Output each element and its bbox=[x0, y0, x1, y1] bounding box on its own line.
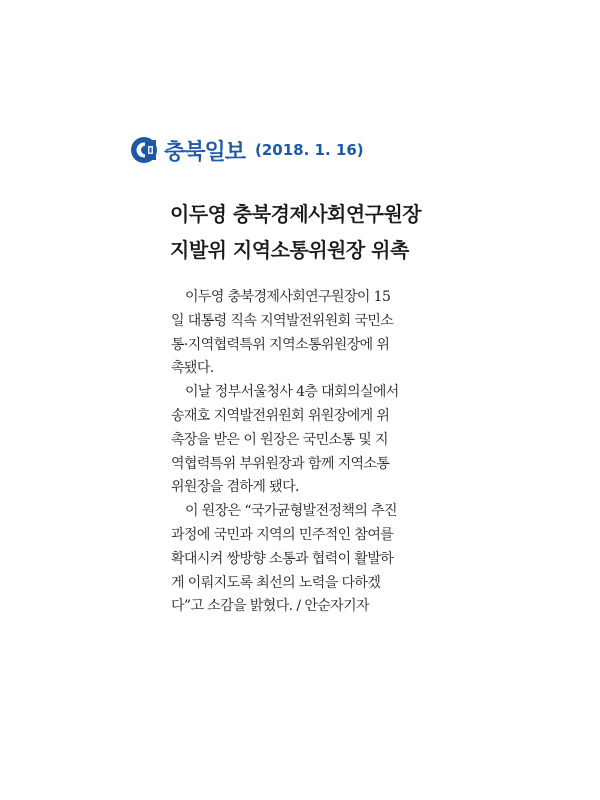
article-line: 이날 정부서울청사 4층 대회의실에서 bbox=[185, 384, 399, 401]
article-line: 과정에 국민과 지역의 민주적인 참여를 bbox=[171, 526, 394, 543]
article-line: 위원장을 겸하게 됐다. bbox=[171, 479, 299, 496]
article-line: 이두영 충북경제사회연구원장이 15 bbox=[185, 289, 391, 305]
publication-date: (2018. 1. 16) bbox=[255, 141, 364, 159]
article-line: 다”고 소감을 밝혔다. bbox=[171, 598, 293, 615]
article-line: 역협력특위 부위원장과 함께 지역소통 bbox=[171, 455, 390, 472]
article-line: 일 대통령 직속 지역발전위원회 국민소 bbox=[171, 312, 394, 329]
article-line: 촉됐다. bbox=[171, 360, 214, 377]
chungbuk-ilbo-logo-icon bbox=[130, 136, 158, 164]
article-line: 촉장을 받은 이 원장은 국민소통 및 지 bbox=[171, 431, 388, 448]
headline-line-2: 지발위 지역소통위원장 위촉 bbox=[170, 238, 409, 262]
headline-line-1: 이두영 충북경제사회연구원장 bbox=[170, 202, 422, 226]
article-line: 게 이뤄지도록 최선의 노력을 다하겠 bbox=[171, 574, 381, 591]
article-line: 확대시켜 쌍방향 소통과 협력이 활발하 bbox=[171, 550, 394, 567]
byline: / 안순자기자 bbox=[296, 598, 369, 615]
newspaper-name: 충북일보 bbox=[164, 139, 246, 165]
article-last-line bbox=[171, 595, 433, 619]
article-headline bbox=[170, 196, 470, 268]
article-line: 통·지역협력특위 지역소통위원장에 위 bbox=[171, 336, 390, 353]
article-body bbox=[171, 286, 433, 619]
masthead bbox=[130, 133, 364, 167]
article-line: 이 원장은 “국가균형발전정책의 추진 bbox=[185, 503, 397, 520]
article-line: 송재호 지역발전위원회 위원장에게 위 bbox=[171, 407, 390, 424]
